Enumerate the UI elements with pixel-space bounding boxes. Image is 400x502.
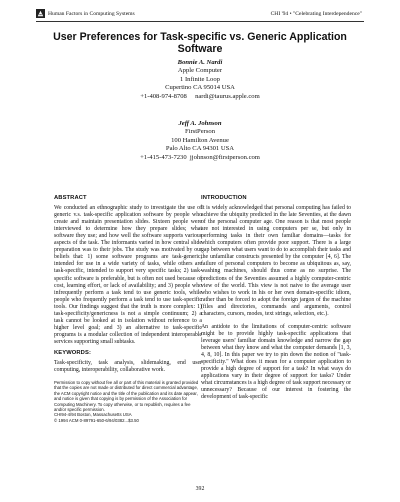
author-name: Bonnie A. Nardi <box>177 59 223 66</box>
author-org: Apple Computer <box>177 67 223 75</box>
header-rule <box>36 21 364 22</box>
author-city: Palo Alto CA 94301 USA <box>165 145 235 153</box>
author-contact: +1-415-473-7230 jjohnson@firstperson.com <box>140 153 260 161</box>
author-city: Cupertino CA 95014 USA <box>165 84 235 92</box>
introduction-paragraph-2: An antidote to the limitations of computer-centric software might be to provide highly task-specific applications that leverage users' familiar domain knowledge and narrow the gap between what they know and what the computer demands [1, 3, 4, 8, 10]. In this paper we try to pin down the notion of "task-specificity." What does it mean for a computer application to provide a high degree of support for a task? In what ways do applications vary in their degree of support for tasks? Under what circumstances is a high degree of task support necessary or unnecessary? Because of our interest in fostering the development of task-specific <box>201 323 351 401</box>
copyright-venue: CHI94-4/94 Boston, Massachusetts USA <box>54 412 132 418</box>
author-org: FirstPerson <box>184 128 216 136</box>
introduction-heading: INTRODUCTION <box>201 195 247 201</box>
running-header-left: Human Factors in Computing Systems <box>48 11 135 17</box>
page-number: 392 <box>195 486 205 492</box>
keywords-heading: KEYWORDS: <box>54 349 91 356</box>
copyright-isbn: © 1994 ACM 0-89791-650-6/94/0382...$3.50 <box>54 417 139 423</box>
acm-logo-icon <box>36 9 45 18</box>
running-header-right: CHI '94 • "Celebrating Interdependence" <box>270 11 362 17</box>
copyright-notice <box>54 380 202 423</box>
author-name: Jeff A. Johnson <box>178 120 222 127</box>
abstract-heading: ABSTRACT <box>54 195 87 201</box>
right-column <box>201 195 351 401</box>
keywords-text: Task-specificity, task analysis, slidemaking, end user computing, interoperability, collaborative work. <box>54 360 202 374</box>
paper-title: User Preferences for Task-specific vs. Generic Application Software <box>53 31 347 55</box>
copyright-text: Permission to copy without fee all or part of this material is granted provided that the copies are not made or distributed for direct commercial advantage, the ACM copyright notice and the title of the publication and its date appear, and notice is given that copying is by permission of the Association for Computing Machinery. To copy otherwise, or to republish, requires a fee and/or specific permission. <box>54 380 199 412</box>
left-column <box>54 195 202 423</box>
author-contact: +1-408-974-8708 nardi@taurus.apple.com <box>140 92 260 100</box>
author-block-1 <box>36 59 364 101</box>
author-street: 100 Hamilton Avenue <box>171 136 229 144</box>
author-block-2 <box>36 120 364 162</box>
introduction-paragraph-1: It is widely acknowledged that personal computing has failed to achieve the ubiquity predicted in the late Seventies, at the dawn of the personal computer age. One reason is that most people are not interested in using computers per se, but only in performing tasks in their own familiar domains—tasks for which computers often provide poor support. There is a large gap between what users want to do to accomplish their tasks and the unfamiliar constructs presented by the computer [4, 6]. The failure of personal computers to become as ubiquitous as, say, washing machines, should thus come as no surprise. The predictions of the Seventies assumed a highly computer-centric view of the world. This view is not naive to the average user who wishes to work in his or her own domain-specific idiom, rather than be forced to adopt the foreign jargon of the machine (files and directories, commands and arguments, control characters, cursors, modes, text strings, selection, etc.). <box>201 205 351 317</box>
abstract-text: We conducted an ethnographic study to investigate the use of generic v.s. task-specific application software by people who create and maintain presentation slides. Sixteen people were interviewed to determine how they prepare slides; what software they use; and how well the software supports various aspects of the task. The informants varied in how central slide preparation was to their jobs. The study was motivated by our beliefs that: 1) some software programs are task-generic, intended for use in a wide variety of tasks, while others are task-specific, intended to support very specific tasks; 2) task-specific software is preferable, but is often not used because of cost, learning effort, or lack of availability; and 3) people who infrequently perform a task tend to use generic tools, while people who frequently perform a task tend to use task-specific tools. Our findings suggest that the truth is more complex: 1) task-specificity/genericness is not a simple continuum; 2) a task cannot be looked at in isolation without reference to a higher level goal; and 3) an alternative to task-specific programs is a modular collection of independent interoperable services supporting small subtasks. <box>54 205 202 345</box>
author-street: 1 Infinite Loop <box>180 75 220 83</box>
